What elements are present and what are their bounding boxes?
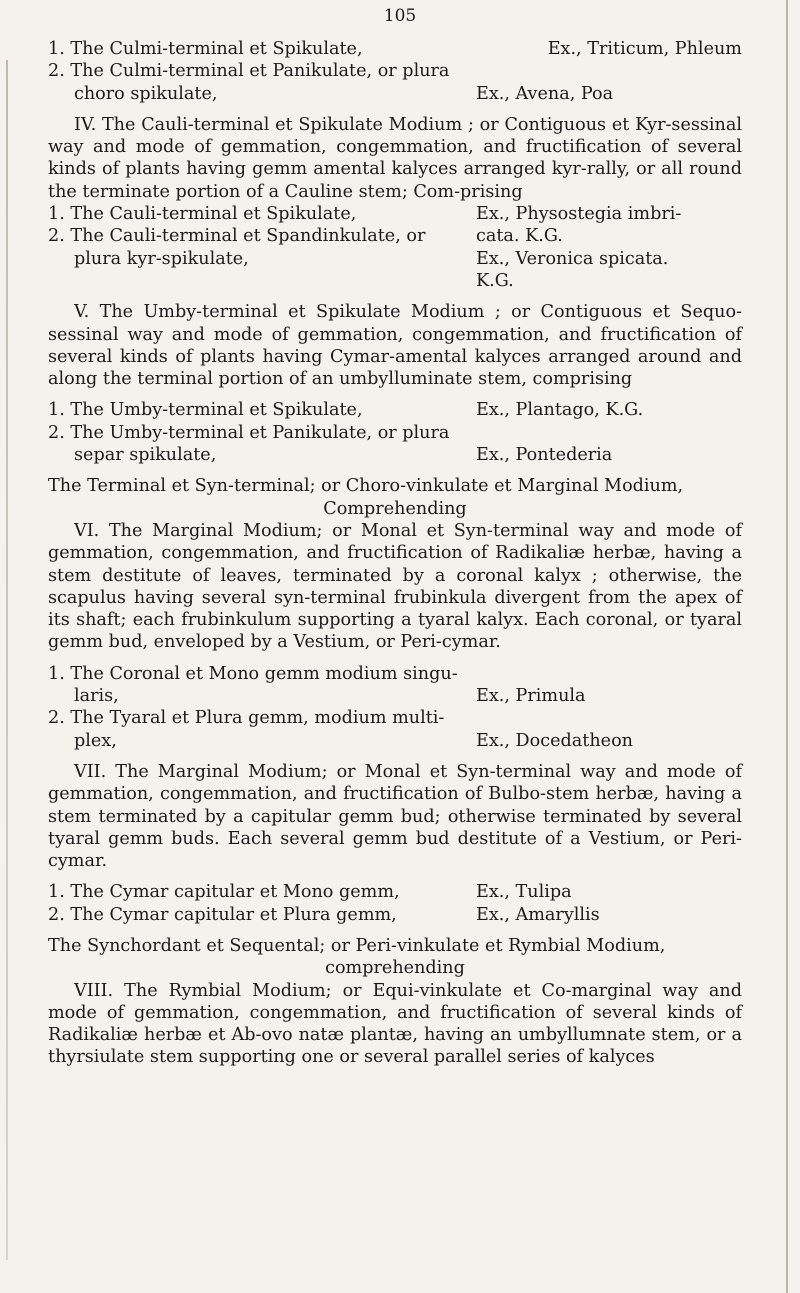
section-viii-paragraph: VIII. The Rymbial Modium; or Equi-vinkulate et Co-marginal way and mode of gemmation, congemmation, and fructification of several kinds of Radikaliæ herbæ et Ab-ovo natæ plantæ, having an umbyllumnate stem, or a thyrsiulate stem supporting one or several parallel series of kalyces — [48, 980, 742, 1068]
list-item: 2. The Culmi-terminal et Panikulate, or plura — [48, 61, 450, 82]
section-vi-paragraph: VI. The Marginal Modium; or Monal et Syn-terminal way and mode of gemmation, congemmation, and fructification of Radikaliæ herbæ, having a stem destitute of leaves, terminated by a coronal kalyx ; otherwise, the scapulus having several syn-terminal frubinkula divergent from the apex of its shaft; each frubinkulum supporting a tyaral kalyx. Each coronal, or tyaral gemm bud, enveloped by a Vestium, or Peri-cymar. — [48, 520, 742, 653]
example: Ex., Tulipa — [476, 882, 572, 903]
heading-line: comprehending — [325, 958, 465, 979]
list-item: 1. The Cauli-terminal et Spikulate, — [48, 204, 357, 225]
page-text — [48, 38, 742, 1069]
list-umby — [48, 399, 742, 466]
example: Ex., Veronica spicata. — [476, 248, 669, 269]
page-left-edge — [6, 60, 8, 1260]
heading-line: The Terminal et Syn-terminal; or Choro-vinkulate et Marginal Modium, — [48, 476, 684, 497]
list-item: 1. The Cymar capitular et Mono gemm, — [48, 882, 400, 903]
page-right-edge — [786, 0, 788, 1293]
heading-line: Comprehending — [323, 498, 467, 519]
example: Ex., Triticum, Phleum — [547, 39, 742, 59]
list-item-continued: plex, — [74, 730, 117, 751]
list-item: 2. The Cauli-terminal et Spandinkulate, or — [48, 226, 426, 247]
section-iv-paragraph: IV. The Cauli-terminal et Spikulate Modium ; or Contiguous et Kyr-sessinal way and mode of gemmation, congemmation, and fructification of several kinds of plants having gemm amental kalyces arranged kyr-rally, or all round the terminate portion of a Cauline stem; Com-prising — [48, 114, 742, 202]
list-item: 1. The Umby-terminal et Spikulate, — [48, 400, 363, 421]
list-cymar — [48, 881, 742, 926]
heading-terminal — [48, 475, 742, 520]
example: Ex., Docedatheon — [476, 730, 633, 751]
list-item-continued: plura kyr-spikulate, — [74, 248, 249, 269]
list-cauli — [48, 203, 742, 292]
list-item: 2. The Umby-terminal et Panikulate, or plura — [48, 422, 450, 443]
example: Ex., Physostegia imbri- — [476, 204, 682, 225]
list-item-continued: choro spikulate, — [74, 83, 218, 104]
list-item: 1. The Coronal et Mono gemm modium singu- — [48, 663, 458, 684]
page-number: 105 — [383, 6, 417, 26]
list-item-continued: separ spikulate, — [74, 445, 217, 466]
heading-synchordant — [48, 935, 742, 980]
example: K.G. — [476, 270, 514, 291]
list-item: 2. The Tyaral et Plura gemm, modium multi- — [48, 708, 445, 729]
example: Ex., Plantago, K.G. — [476, 400, 644, 421]
section-v-paragraph: V. The Umby-terminal et Spikulate Modium ; or Contiguous et Sequo-sessinal way and mode of gemmation, congemmation, and fructification of several kinds of plants having Cymar-amental kalyces arranged around and along the terminal portion of an umbylluminate stem, comprising — [48, 302, 742, 390]
example: Ex., Avena, Poa — [476, 83, 614, 104]
section-vii-paragraph: VII. The Marginal Modium; or Monal et Syn-terminal way and mode of gemmation, congemmation, and fructification of Bulbo-stem herbæ, having a stem terminated by a capitular gemm bud; otherwise terminated by several tyaral gemm buds. Each several gemm bud destitute of a Vestium, or Peri-cymar. — [48, 761, 742, 872]
list-item: 2. The Cymar capitular et Plura gemm, — [48, 904, 397, 925]
example: Ex., Pontederia — [476, 445, 613, 466]
example: Ex., Primula — [476, 686, 586, 707]
list-item: 1. The Culmi-terminal et Spikulate, — [48, 39, 363, 59]
example: cata. K.G. — [476, 226, 563, 247]
example: Ex., Amaryllis — [476, 904, 600, 925]
list-culmi — [48, 38, 742, 105]
heading-line: The Synchordant et Sequental; or Peri-vinkulate et Rymbial Modium, — [48, 935, 666, 956]
list-coronal — [48, 663, 742, 752]
list-item-continued: laris, — [74, 686, 119, 707]
